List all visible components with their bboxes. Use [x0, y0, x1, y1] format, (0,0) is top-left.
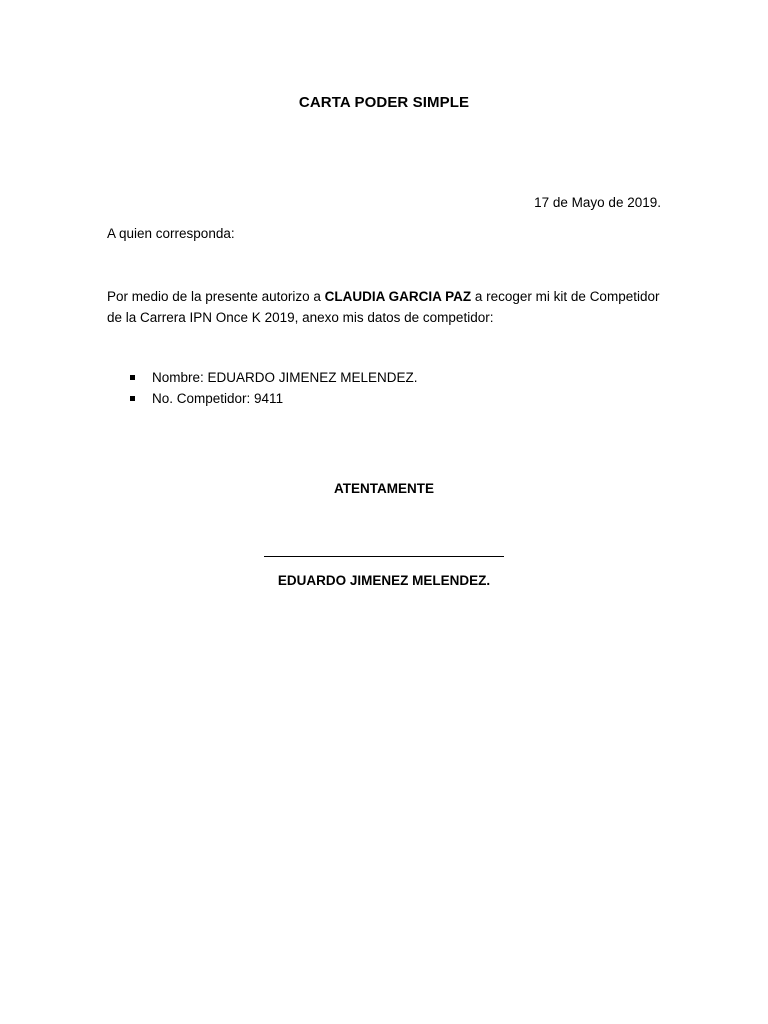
detail-competitor-number: No. Competidor: 9411 [152, 390, 284, 406]
authorized-name: CLAUDIA GARCIA PAZ [324, 289, 472, 304]
body-paragraph [107, 287, 667, 328]
body-suffix: a recoger mi kit de Competidor de la Carrera IPN Once K 2019, anexo mis datos de competidor: [107, 289, 660, 325]
body-prefix: Por medio de la presente autorizo a [107, 289, 325, 304]
closing: ATENTAMENTE [334, 481, 434, 496]
list-item [130, 368, 418, 389]
list-item [130, 389, 418, 410]
document-title: CARTA PODER SIMPLE [298, 94, 470, 111]
document-date: 17 de Mayo de 2019. [534, 195, 661, 210]
signature-name: EDUARDO JIMENEZ MELENDEZ. [277, 573, 491, 588]
competitor-details-list [130, 368, 418, 409]
detail-name: Nombre: EDUARDO JIMENEZ MELENDEZ. [152, 370, 418, 385]
square-bullet-icon [130, 375, 135, 380]
square-bullet-icon [130, 396, 135, 401]
signature-line [264, 556, 504, 557]
greeting: A quien corresponda: [107, 226, 235, 241]
